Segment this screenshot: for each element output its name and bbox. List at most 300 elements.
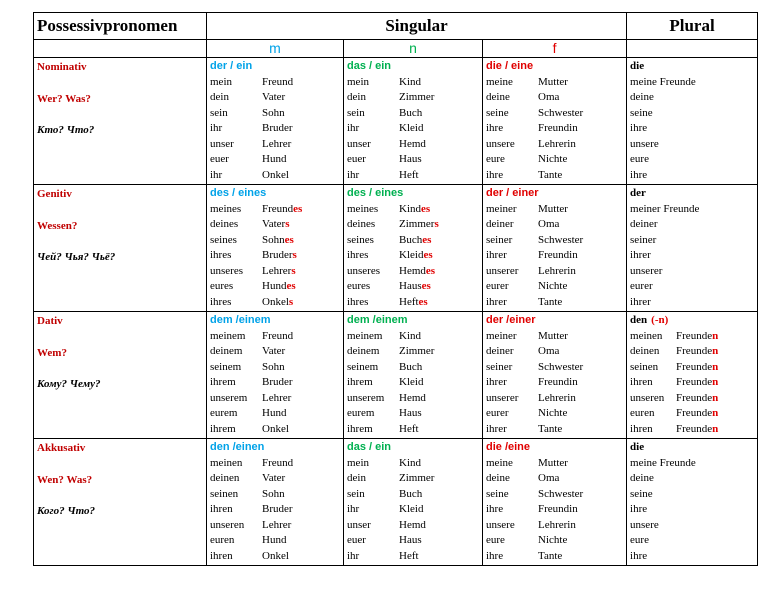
noun: Freundin xyxy=(538,503,578,515)
noun: Buch xyxy=(399,487,423,500)
plural-noun-ending: n xyxy=(712,345,719,357)
plural-noun: Freunde xyxy=(676,376,713,388)
pronoun: ihrem xyxy=(210,376,236,388)
noun-ending: es xyxy=(423,249,433,261)
plural-pronoun: seinen xyxy=(630,360,659,373)
noun: Tante xyxy=(538,422,563,435)
pronoun: dein xyxy=(347,472,366,484)
pronoun-noun-line xyxy=(486,264,623,280)
noun-ending: es xyxy=(293,202,303,215)
article-label: die / eine xyxy=(486,60,534,72)
plural-pronoun: meinen xyxy=(630,329,663,342)
noun-ending: s xyxy=(288,295,294,308)
pronoun-noun-line xyxy=(210,487,340,503)
case-name: Nominativ xyxy=(37,61,87,73)
cell-plural xyxy=(627,185,758,312)
pronoun-noun-line xyxy=(486,502,623,518)
plural-article-ending: (-n) xyxy=(651,314,669,326)
plural-line xyxy=(630,456,754,472)
plural-line xyxy=(630,121,754,137)
noun-ending: es xyxy=(421,202,431,215)
noun: Sohn xyxy=(262,233,285,246)
pronoun-noun-line xyxy=(347,90,479,106)
plural-line xyxy=(630,202,754,218)
plural-article xyxy=(630,186,754,202)
noun: Oma xyxy=(538,345,560,357)
header-singular: Singular xyxy=(207,13,627,40)
pronoun: unserem xyxy=(210,391,248,404)
pronoun-noun-line xyxy=(210,549,340,565)
noun: Hund xyxy=(262,153,287,165)
plural-noun-ending: n xyxy=(712,391,719,404)
noun: Haus xyxy=(399,280,422,292)
noun-ending: s xyxy=(434,218,439,230)
pronoun: mein xyxy=(347,456,369,469)
pronoun-noun-line xyxy=(347,502,479,518)
pronoun: ihrem xyxy=(347,376,373,388)
pronoun: seiner xyxy=(486,233,513,246)
noun: Kleid xyxy=(399,376,424,388)
case-label-cell xyxy=(34,312,207,439)
article-label: das / ein xyxy=(347,60,392,72)
noun: Freund xyxy=(262,329,294,342)
pronoun-noun-line xyxy=(347,391,479,407)
noun: Vater xyxy=(262,91,286,103)
noun: Buch xyxy=(399,233,423,246)
noun: Onkel xyxy=(262,295,289,308)
pronoun: mein xyxy=(347,75,369,88)
plural-pronoun: deiner xyxy=(630,218,658,230)
cell-plural xyxy=(627,312,758,439)
pronoun-noun-line xyxy=(347,360,479,376)
plural-line xyxy=(630,295,754,311)
noun: Vater xyxy=(262,472,286,484)
noun: Heft xyxy=(399,168,419,181)
pronoun-noun-line xyxy=(486,360,623,376)
noun: Kind xyxy=(399,202,421,215)
pronoun: eurem xyxy=(210,407,238,419)
noun: Vater xyxy=(262,218,286,230)
pronoun-noun-line xyxy=(486,406,623,422)
plural-pronoun: ihre xyxy=(630,549,648,562)
pronoun: euer xyxy=(210,153,229,165)
pronoun: meines xyxy=(347,202,379,215)
pronoun-noun-line xyxy=(486,90,623,106)
plural-line xyxy=(630,406,754,422)
pronoun: unseres xyxy=(210,264,243,277)
pronoun: ihre xyxy=(486,549,504,562)
noun: Schwester xyxy=(538,233,584,246)
pronoun-noun-line xyxy=(347,217,479,233)
pronoun-noun-line xyxy=(347,168,479,184)
pronoun-noun-line xyxy=(347,233,479,249)
plural-article-text: die xyxy=(630,441,645,453)
noun: Kleid xyxy=(399,122,424,134)
pronoun-noun-line xyxy=(210,471,340,487)
article-label: des / eines xyxy=(210,187,267,199)
plural-article-text: der xyxy=(630,187,646,199)
pronoun: ihrer xyxy=(486,249,507,261)
header-plural: Plural xyxy=(627,13,758,40)
pronoun: seines xyxy=(347,233,374,246)
plural-pronoun: ihre xyxy=(630,503,648,515)
plural-pronoun: meine Freunde xyxy=(630,75,696,88)
pronoun-noun-line xyxy=(347,422,479,438)
noun: Zimmer xyxy=(399,218,435,230)
plural-line xyxy=(630,248,754,264)
plural-pronoun: deine xyxy=(630,472,654,484)
noun: Buch xyxy=(399,360,423,373)
noun-ending: s xyxy=(285,218,290,230)
plural-pronoun: unseren xyxy=(630,391,665,404)
noun: Kind xyxy=(399,456,421,469)
noun: Oma xyxy=(538,472,560,484)
pronoun-noun-line xyxy=(486,518,623,534)
noun: Hund xyxy=(262,534,287,546)
article-label: der / ein xyxy=(210,60,253,72)
case-question: Wer? Was? xyxy=(37,92,91,105)
case-name: Akkusativ xyxy=(37,442,86,454)
noun: Mutter xyxy=(538,75,568,88)
plural-pronoun: eure xyxy=(630,153,649,165)
noun: Zimmer xyxy=(399,91,435,103)
noun: Hemd xyxy=(399,391,426,404)
pronoun: eures xyxy=(210,280,234,292)
pronoun: ihre xyxy=(486,503,504,515)
pronoun-noun-line xyxy=(210,502,340,518)
pronoun-noun-line xyxy=(486,279,623,295)
pronoun: unseres xyxy=(347,264,380,277)
pronoun-noun-line xyxy=(210,422,340,438)
pronoun: eurer xyxy=(486,280,509,292)
case-row xyxy=(34,439,758,566)
plural-line xyxy=(630,279,754,295)
case-row xyxy=(34,58,758,185)
noun: Haus xyxy=(399,407,422,419)
plural-pronoun: ihrer xyxy=(630,295,651,308)
plural-noun-ending: n xyxy=(712,376,719,388)
plural-pronoun: ihren xyxy=(630,422,653,435)
noun: Lehrerin xyxy=(538,518,576,531)
pronoun-noun-line xyxy=(210,152,340,168)
noun: Kind xyxy=(399,75,421,88)
pronoun: deines xyxy=(347,218,376,230)
pronoun: seine xyxy=(486,487,509,500)
pronoun: ihrer xyxy=(486,295,507,308)
plural-pronoun: ihren xyxy=(630,376,653,388)
pronoun-noun-line xyxy=(210,217,340,233)
pronoun-noun-line xyxy=(210,375,340,391)
pronoun-noun-line xyxy=(347,344,479,360)
cell-f xyxy=(483,312,627,439)
pronoun: eures xyxy=(347,280,371,292)
pronoun-noun-line xyxy=(347,518,479,534)
plural-line xyxy=(630,137,754,153)
pronoun-noun-line xyxy=(486,248,623,264)
noun-ending: es xyxy=(425,264,436,277)
noun: Mutter xyxy=(538,202,568,215)
gender-n: n xyxy=(344,40,483,58)
pronoun: seinem xyxy=(347,360,379,373)
plural-pronoun: unserer xyxy=(630,264,663,277)
article-label: dem /einem xyxy=(210,314,271,326)
pronoun-noun-line xyxy=(486,295,623,311)
possessive-pronoun-table xyxy=(33,12,758,566)
noun: Hemd xyxy=(399,518,426,531)
plural-line xyxy=(630,422,754,438)
case-question-ru: Кого? Что? xyxy=(37,505,95,517)
plural-pronoun: seiner xyxy=(630,233,657,246)
pronoun: seiner xyxy=(486,360,513,373)
noun: Bruder xyxy=(262,249,293,261)
cell-plural xyxy=(627,439,758,566)
plural-article xyxy=(630,440,754,456)
pronoun-noun-line xyxy=(210,344,340,360)
plural-line xyxy=(630,375,754,391)
pronoun-noun-line xyxy=(347,152,479,168)
pronoun-noun-line xyxy=(347,264,479,280)
case-row xyxy=(34,185,758,312)
pronoun-noun-line xyxy=(486,375,623,391)
pronoun: ihr xyxy=(347,503,360,515)
pronoun-noun-line xyxy=(347,549,479,565)
noun: Haus xyxy=(399,534,422,546)
noun: Freund xyxy=(262,75,294,88)
plural-noun: Freunde xyxy=(676,360,713,373)
pronoun-noun-line xyxy=(486,422,623,438)
case-label-cell xyxy=(34,185,207,312)
pronoun: unser xyxy=(210,137,234,150)
plural-pronoun: deinen xyxy=(630,345,660,357)
pronoun: ihres xyxy=(210,249,232,261)
noun: Tante xyxy=(538,295,563,308)
pronoun-noun-line xyxy=(347,471,479,487)
noun: Kleid xyxy=(399,249,424,261)
noun: Hund xyxy=(262,280,287,292)
pronoun-noun-line xyxy=(347,121,479,137)
noun: Lehrer xyxy=(262,264,292,277)
pronoun: euer xyxy=(347,534,366,546)
pronoun: meinem xyxy=(210,329,246,342)
plural-article-text: den xyxy=(630,314,648,326)
plural-line xyxy=(630,344,754,360)
case-question: Wessen? xyxy=(37,219,78,232)
pronoun-noun-line xyxy=(210,106,340,122)
article-label: dem /einem xyxy=(347,314,408,326)
case-question-ru: Кто? Что? xyxy=(37,124,95,136)
noun: Nichte xyxy=(538,280,568,292)
pronoun: sein xyxy=(347,487,365,500)
noun: Heft xyxy=(399,549,419,562)
plural-line xyxy=(630,471,754,487)
pronoun: meinen xyxy=(210,456,243,469)
plural-pronoun: ihrer xyxy=(630,249,651,261)
pronoun: ihrem xyxy=(347,422,373,435)
noun-ending: es xyxy=(286,280,296,292)
noun: Oma xyxy=(538,91,560,103)
pronoun-noun-line xyxy=(347,279,479,295)
pronoun-noun-line xyxy=(210,168,340,184)
plural-noun: Freunde xyxy=(676,422,713,435)
plural-line xyxy=(630,106,754,122)
pronoun-noun-line xyxy=(210,121,340,137)
cell-n xyxy=(344,58,483,185)
pronoun: eure xyxy=(486,153,505,165)
noun: Schwester xyxy=(538,487,584,500)
noun: Freund xyxy=(262,456,294,469)
case-question-ru: Чей? Чья? Чьё? xyxy=(37,251,116,263)
pronoun-noun-line xyxy=(486,487,623,503)
pronoun-noun-line xyxy=(486,168,623,184)
pronoun: eurer xyxy=(486,407,509,419)
case-question: Wen? Was? xyxy=(37,473,93,486)
cell-f xyxy=(483,58,627,185)
plural-line xyxy=(630,90,754,106)
pronoun: unser xyxy=(347,518,371,531)
article-label: das / ein xyxy=(347,441,392,453)
case-label-cell xyxy=(34,439,207,566)
pronoun-noun-line xyxy=(486,391,623,407)
pronoun: deiner xyxy=(486,345,514,357)
pronoun: unserer xyxy=(486,264,519,277)
noun: Lehrerin xyxy=(538,264,576,277)
plural-noun: Freunde xyxy=(676,391,713,404)
pronoun: eurem xyxy=(347,407,375,419)
pronoun: dein xyxy=(347,91,366,103)
pronoun-noun-line xyxy=(486,217,623,233)
pronoun: unsere xyxy=(486,137,515,150)
pronoun: sein xyxy=(210,106,228,119)
plural-noun-ending: n xyxy=(712,407,719,419)
case-row xyxy=(34,312,758,439)
plural-line xyxy=(630,217,754,233)
gender-blank xyxy=(34,40,207,58)
noun: Lehrer xyxy=(262,518,292,531)
gender-pl-blank xyxy=(627,40,758,58)
pronoun-noun-line xyxy=(486,202,623,218)
case-name: Dativ xyxy=(37,315,63,327)
pronoun: ihre xyxy=(486,122,504,134)
pronoun: unsere xyxy=(486,518,515,531)
cell-m xyxy=(207,185,344,312)
noun-ending: s xyxy=(292,249,297,261)
plural-line xyxy=(630,533,754,549)
pronoun-noun-line xyxy=(210,264,340,280)
noun: Buch xyxy=(399,106,423,119)
noun: Lehrer xyxy=(262,137,292,150)
pronoun: meinem xyxy=(347,329,383,342)
plural-pronoun: meine Freunde xyxy=(630,456,696,469)
pronoun-noun-line xyxy=(486,152,623,168)
pronoun: ihre xyxy=(486,168,504,181)
noun: Tante xyxy=(538,168,563,181)
article-label: der / einer xyxy=(486,187,539,199)
pronoun-noun-line xyxy=(347,329,479,345)
pronoun-noun-line xyxy=(486,329,623,345)
pronoun: deine xyxy=(486,472,510,484)
pronoun-noun-line xyxy=(486,344,623,360)
pronoun: seine xyxy=(486,106,509,119)
noun: Mutter xyxy=(538,329,568,342)
noun-ending: es xyxy=(422,233,432,246)
pronoun: unserer xyxy=(486,391,519,404)
pronoun: ihr xyxy=(210,122,223,134)
plural-pronoun: unsere xyxy=(630,137,659,150)
pronoun: ihr xyxy=(347,122,360,134)
cell-plural xyxy=(627,58,758,185)
noun: Kleid xyxy=(399,503,424,515)
pronoun-noun-line xyxy=(210,406,340,422)
noun: Lehrerin xyxy=(538,137,576,150)
pronoun: meiner xyxy=(486,202,517,215)
pronoun-noun-line xyxy=(210,279,340,295)
pronoun: seinem xyxy=(210,360,242,373)
plural-article xyxy=(630,59,754,75)
noun: Hemd xyxy=(399,137,426,150)
plural-pronoun: ihre xyxy=(630,168,648,181)
noun: Zimmer xyxy=(399,472,435,484)
cell-n xyxy=(344,312,483,439)
pronoun: unseren xyxy=(210,518,245,531)
noun: Heft xyxy=(399,422,419,435)
pronoun-noun-line xyxy=(210,391,340,407)
plural-article-text: die xyxy=(630,60,645,72)
pronoun: ihres xyxy=(210,295,232,308)
noun: Sohn xyxy=(262,487,285,500)
cell-n xyxy=(344,185,483,312)
noun: Hund xyxy=(262,407,287,419)
noun: Bruder xyxy=(262,122,293,134)
pronoun: unser xyxy=(347,137,371,150)
header-row xyxy=(34,13,758,40)
noun: Lehrer xyxy=(262,391,292,404)
plural-pronoun: seine xyxy=(630,106,653,119)
pronoun: deiner xyxy=(486,218,514,230)
pronoun-noun-line xyxy=(486,75,623,91)
article-label: der /einer xyxy=(486,314,536,326)
noun-ending: es xyxy=(418,295,428,308)
plural-pronoun: euren xyxy=(630,407,655,419)
plural-noun: Freunde xyxy=(676,407,713,419)
pronoun: mein xyxy=(210,75,232,88)
cell-n xyxy=(344,439,483,566)
noun: Zimmer xyxy=(399,345,435,357)
plural-line xyxy=(630,168,754,184)
pronoun-noun-line xyxy=(486,137,623,153)
plural-noun-ending: n xyxy=(712,422,719,435)
pronoun: ihres xyxy=(347,249,369,261)
pronoun: ihrem xyxy=(210,422,236,435)
pronoun-noun-line xyxy=(486,471,623,487)
pronoun-noun-line xyxy=(347,75,479,91)
article-label: den /einen xyxy=(210,441,265,453)
plural-pronoun: unsere xyxy=(630,518,659,531)
noun-ending: es xyxy=(284,233,294,246)
pronoun-noun-line xyxy=(347,248,479,264)
plural-line xyxy=(630,329,754,345)
pronoun: meine xyxy=(486,75,513,88)
pronoun: meiner xyxy=(486,329,517,342)
cell-m xyxy=(207,439,344,566)
noun-ending: s xyxy=(291,264,296,277)
plural-line xyxy=(630,75,754,91)
noun: Oma xyxy=(538,218,560,230)
noun: Onkel xyxy=(262,549,289,562)
noun: Schwester xyxy=(538,106,584,119)
pronoun: ihr xyxy=(347,549,360,562)
plural-line xyxy=(630,264,754,280)
pronoun-noun-line xyxy=(486,106,623,122)
